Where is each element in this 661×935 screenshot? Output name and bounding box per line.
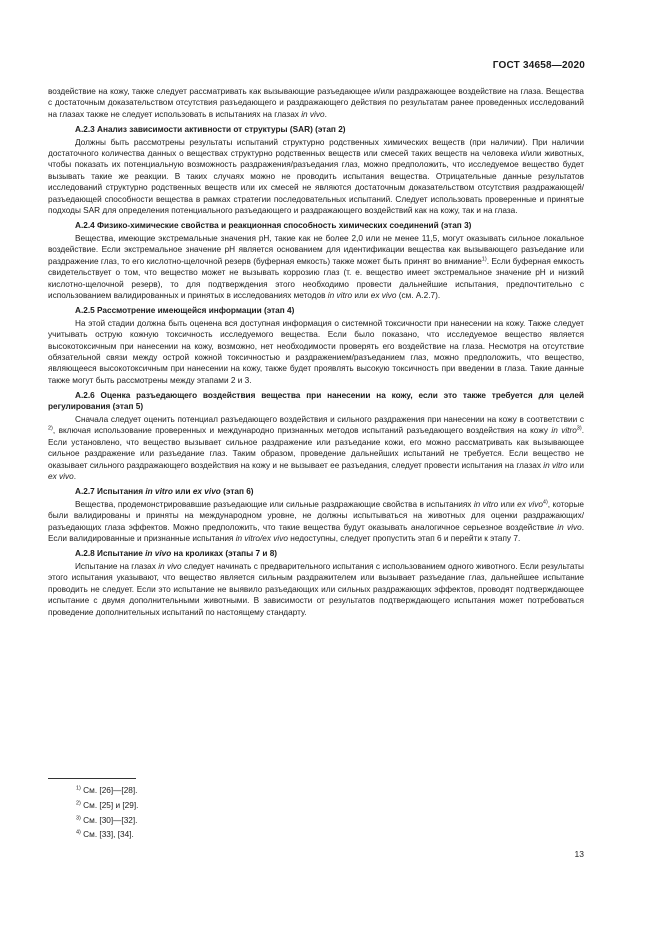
footnote-item: $^{4)}$ См. [33], [34]. [76,829,134,840]
section-paragraph-a25: На этой стадии должна быть оценена вся доступная информация о системной токсичности при нанесении на кожу. Также следует учитывать острую кожную токсичность исследуемого вещества. Если было показано, что исследуемое вещество является высокотоксичным при нанесении на кожу, возможно, нет необходимости проверять его воздействие на глаза. Несмотря на отсутствие обязательной связи между острой кожной токсичностью и раздражением/разъеданием глаз, можно предположить, что вещество, являющееся высокотоксичным при нанесении на кожу, также будет проявлять высокую токсичность при введении в глаза. Такие данные также могут быть рассмотрены между этапами 2 и 3. [48,318,584,385]
section-heading-a27: А.2.7 Испытания in vitro или ex vivo (этап 6) [75,486,254,496]
footnote-ref: 2) [48,425,53,432]
section-paragraph-a26: Сначала следует оценить потенциал разъедающего воздействия и сильного раздражения при нанесении на кожу в соответствии с $^{2)}$, включая использование проверенных и международно признанных методов испытаний разъедающего воздействия на кожу in vitro$^{3)}$. Если установлено, что вещество вызывает сильное раздражение или разъедание кожи, его можно рассматривать как вызывающее сильное раздражение или разъедание глаз. Таким образом, проведение дальнейших испытаний не требуется. Если вещество не оказывает сильного раздражающего воздействия на кожу и не вызывает ее разъедания, следует провести испытания на глазах in vitro или ex vivo. [48,414,584,482]
footnote-ref: 3) [576,425,582,432]
section-heading-a26: А.2.6 Оценка разъедающего воздействия вещества при нанесении на кожу, если это также требуется для целей регулирования (этап 5) [48,390,584,412]
footnote-item: $^{3)}$ См. [30]—[32]. [76,814,138,825]
section-heading-a24: А.2.4 Физико-химические свойства и реакционная способность химических соединений (этап 3) [75,220,472,230]
section-paragraph-a27: Вещества, продемонстрировавшие разъедающие или сильные раздражающие свойства в испытаниях in vitro или ex vivo$^{4)}$, которые были валидированы и приняты на международном уровне, не должны испытываться на животных для оценки раздражающих/разъедающих глаза эффектов. Можно предположить, что такие вещества будут оказывать аналогичное серьезное воздействие in vivo. Если валидированные и признанные испытания in vitro/ex vivo недоступны, следует пропустить этап 6 и перейти к этапу 7. [48,499,584,544]
footnote-ref: 4) [542,499,548,506]
section-heading-a23: А.2.3 Анализ зависимости активности от структуры (SAR) (этап 2) [75,124,346,134]
section-paragraph-a28: Испытание на глазах in vivo следует начинать с предварительного испытания с использованием одного животного. Если результаты этого испытания указывают, что вещество является сильным раздражителем или вызывает разъедание глаз, дальнейшее испытание проводить не следует. Если это испытание не выявило разъедающих или сильных раздражающих эффектов, проводят подтверждающее испытание с двумя дополнительными животными. В зависимости от результатов подтверждающего испытания может потребоваться проведение дополнительных испытаний по настоящему стандарту. [48,561,584,617]
page-number: 13 [574,849,584,859]
footnote-item: $^{2)}$ См. [25] и [29]. [76,800,139,810]
section-paragraph-a24: Вещества, имеющие экстремальные значения рН, такие как не более 2,0 или не менее 11,5, могут оказывать сильное локальное воздействие. Если экстремальное значение рН является основанием для идентификации вещества как вызывающего разъедание или раздражение глаз, то его кислотно-щелочной резерв (буферная емкость) также может быть принят во внимание$^{1)}$. Если буферная емкость свидетельствует о том, что вещество может не вызывать коррозию глаз (т. е. вещество имеет экстремальное значение рН и низкий кислотно-щелочной резерв), то для подтверждения этого необходимо провести дальнейшие испытания, предпочтительно с использованием валидированных и принятых в исследованиях методов in vitro или ex vivo (см. А.2.7). [48,233,584,301]
footnotes [76,784,138,843]
section-heading-a28: А.2.8 Испытание in vivo на кроликах (этапы 7 и 8) [75,548,278,558]
main-content [48,86,584,618]
section-heading-a25: А.2.5 Рассмотрение имеющейся информации (этап 4) [75,305,295,315]
continuation-paragraph: воздействие на кожу, также следует рассматривать как вызывающие разъедающее и/или раздражающее воздействие на глаза. Вещества с достаточным доказательством отсутствия разъедающего и раздражающего действия по результатам ранее проведенных исследований на глазах также не следует использовать в испытаниях на глазах in vivo. [48,87,584,119]
footnote-divider [48,778,136,779]
standard-code: ГОСТ 34658—2020 [492,60,585,71]
footnote-item: $^{1)}$ См. [26]—[28]. [76,785,138,795]
section-paragraph-a23: Должны быть рассмотрены результаты испытаний структурно родственных химических веществ (при наличии). При наличии достаточного количества данных о веществах структурно родственных веществ или смесей таких веществ на человека и/или животных, чтобы показать их потенциальную возможность раздражения/разъедания глаз, можно предположить, что исследуемое вещество будет вызывать такие же реакции. В таких случаях можно не проводить испытания вещества. Отрицательные данные результатов исследований структурно родственных веществ или их смесей не являются достаточным доказательством отсутствия раздражающей/разъедающей способности вещества в рамках стратегии последовательных испытаний. Следует использовать проверенные и принятые подходы SAR для определения потенциального разъедающего и раздражающего воздействий как на кожу, так и на глаза. [48,137,584,216]
footnote-ref: 1) [481,255,487,262]
